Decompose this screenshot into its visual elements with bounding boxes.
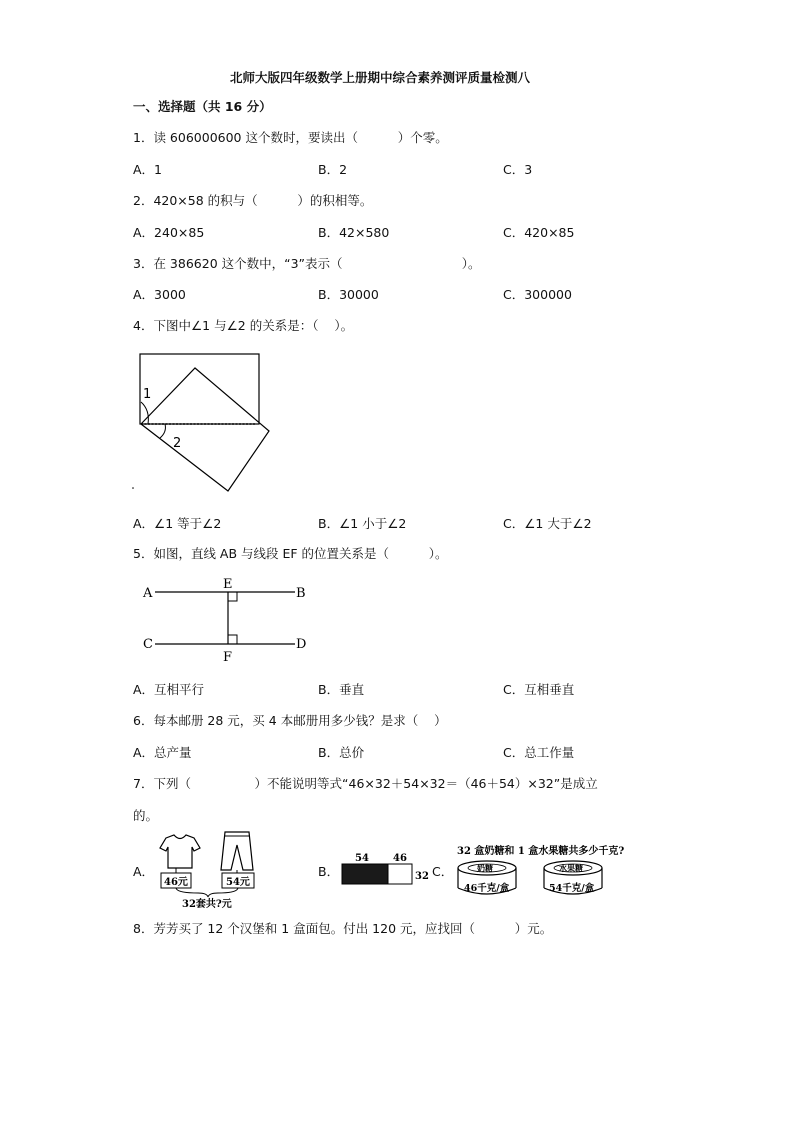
point-e-label: E xyxy=(223,577,233,592)
question-8-stem: 8．芳芳买了 12 个汉堡和 1 盒面包。付出 120 元，应找回（ ）元。 xyxy=(133,921,553,936)
question-1-stem: 1．读 606000600 这个数时，要读出（ ）个零。 xyxy=(133,130,448,145)
question-3-option-c[interactable]: C．300000 xyxy=(503,287,572,302)
question-2-stem: 2．420×58 的积与（ ）的积相等。 xyxy=(133,193,373,208)
page-title: 北师大版四年级数学上册期中综合素养测评质量检测八 xyxy=(230,70,531,85)
question-2-option-b[interactable]: B．42×580 xyxy=(318,225,390,240)
question-7-option-c[interactable]: C． xyxy=(432,864,454,879)
question-6-option-c[interactable]: C．总工作量 xyxy=(503,745,575,760)
question-7-option-b[interactable]: B． xyxy=(318,864,340,879)
bar-label-32: 32 xyxy=(415,871,429,882)
set-total-caption: 32套共?元 xyxy=(182,899,232,910)
question-5-stem: 5．如图，直线 AB 与线段 EF 的位置关系是（ ）。 xyxy=(133,546,448,561)
question-2-option-c[interactable]: C．420×85 xyxy=(503,225,575,240)
fruit-candy-weight: 54千克/盒 xyxy=(549,883,595,894)
question-1-option-c[interactable]: C．3 xyxy=(503,162,533,177)
point-c-label: C xyxy=(143,637,153,652)
angle-1-label: 1 xyxy=(143,387,152,402)
angle-2-label: 2 xyxy=(173,436,182,451)
question-4-option-a[interactable]: A．∠1 等于∠2 xyxy=(133,516,222,531)
bar-label-46: 46 xyxy=(393,853,407,864)
question-7-stem: 7．下列（ ）不能说明等式“46×32＋54×32＝（46＋54）×32”是成立 xyxy=(133,776,598,791)
question-3-option-b[interactable]: B．30000 xyxy=(318,287,379,302)
bar-label-54: 54 xyxy=(355,853,369,864)
question-5-option-c[interactable]: C．互相垂直 xyxy=(503,682,575,697)
question-4-stem: 4．下图中∠1 与∠2 的关系是：（ ）。 xyxy=(133,318,354,333)
question-3-option-a[interactable]: A．3000 xyxy=(133,287,186,302)
question-1-option-b[interactable]: B．2 xyxy=(318,162,348,177)
point-b-label: B xyxy=(296,586,306,601)
question-4-option-c[interactable]: C．∠1 大于∠2 xyxy=(503,516,592,531)
question-4-option-b[interactable]: B．∠1 小于∠2 xyxy=(318,516,407,531)
shirt-price-label: 46元 xyxy=(164,877,188,888)
question-5-option-a[interactable]: A．互相平行 xyxy=(133,682,205,697)
question-7-option-a[interactable]: A． xyxy=(133,864,155,879)
milk-candy-weight: 46千克/盒 xyxy=(464,883,510,894)
question-6-stem: 6．每本邮册 28 元，买 4 本邮册用多少钱？是求（ ） xyxy=(133,713,447,728)
question-1-option-a[interactable]: A．1 xyxy=(133,162,163,177)
point-d-label: D xyxy=(296,637,307,652)
question-2-option-a[interactable]: A．240×85 xyxy=(133,225,205,240)
point-f-label: F xyxy=(223,650,233,665)
pants-price-label: 54元 xyxy=(226,877,250,888)
fruit-candy-label: 水果糖 xyxy=(559,863,583,873)
question-5-option-b[interactable]: B．垂直 xyxy=(318,682,365,697)
point-a-label: A xyxy=(143,586,153,601)
milk-candy-label: 奶糖 xyxy=(477,863,493,873)
question-7-stem-continued: 的。 xyxy=(133,808,159,823)
question-3-stem: 3．在 386620 这个数中，“3”表示（ ）。 xyxy=(133,256,481,271)
question-6-option-a[interactable]: A．总产量 xyxy=(133,745,192,760)
candy-question-caption: 32 盒奶糖和 1 盒水果糖共多少千克? xyxy=(457,846,625,857)
question-6-option-b[interactable]: B．总价 xyxy=(318,745,365,760)
section-heading: 一、选择题（共 16 分） xyxy=(133,99,272,114)
